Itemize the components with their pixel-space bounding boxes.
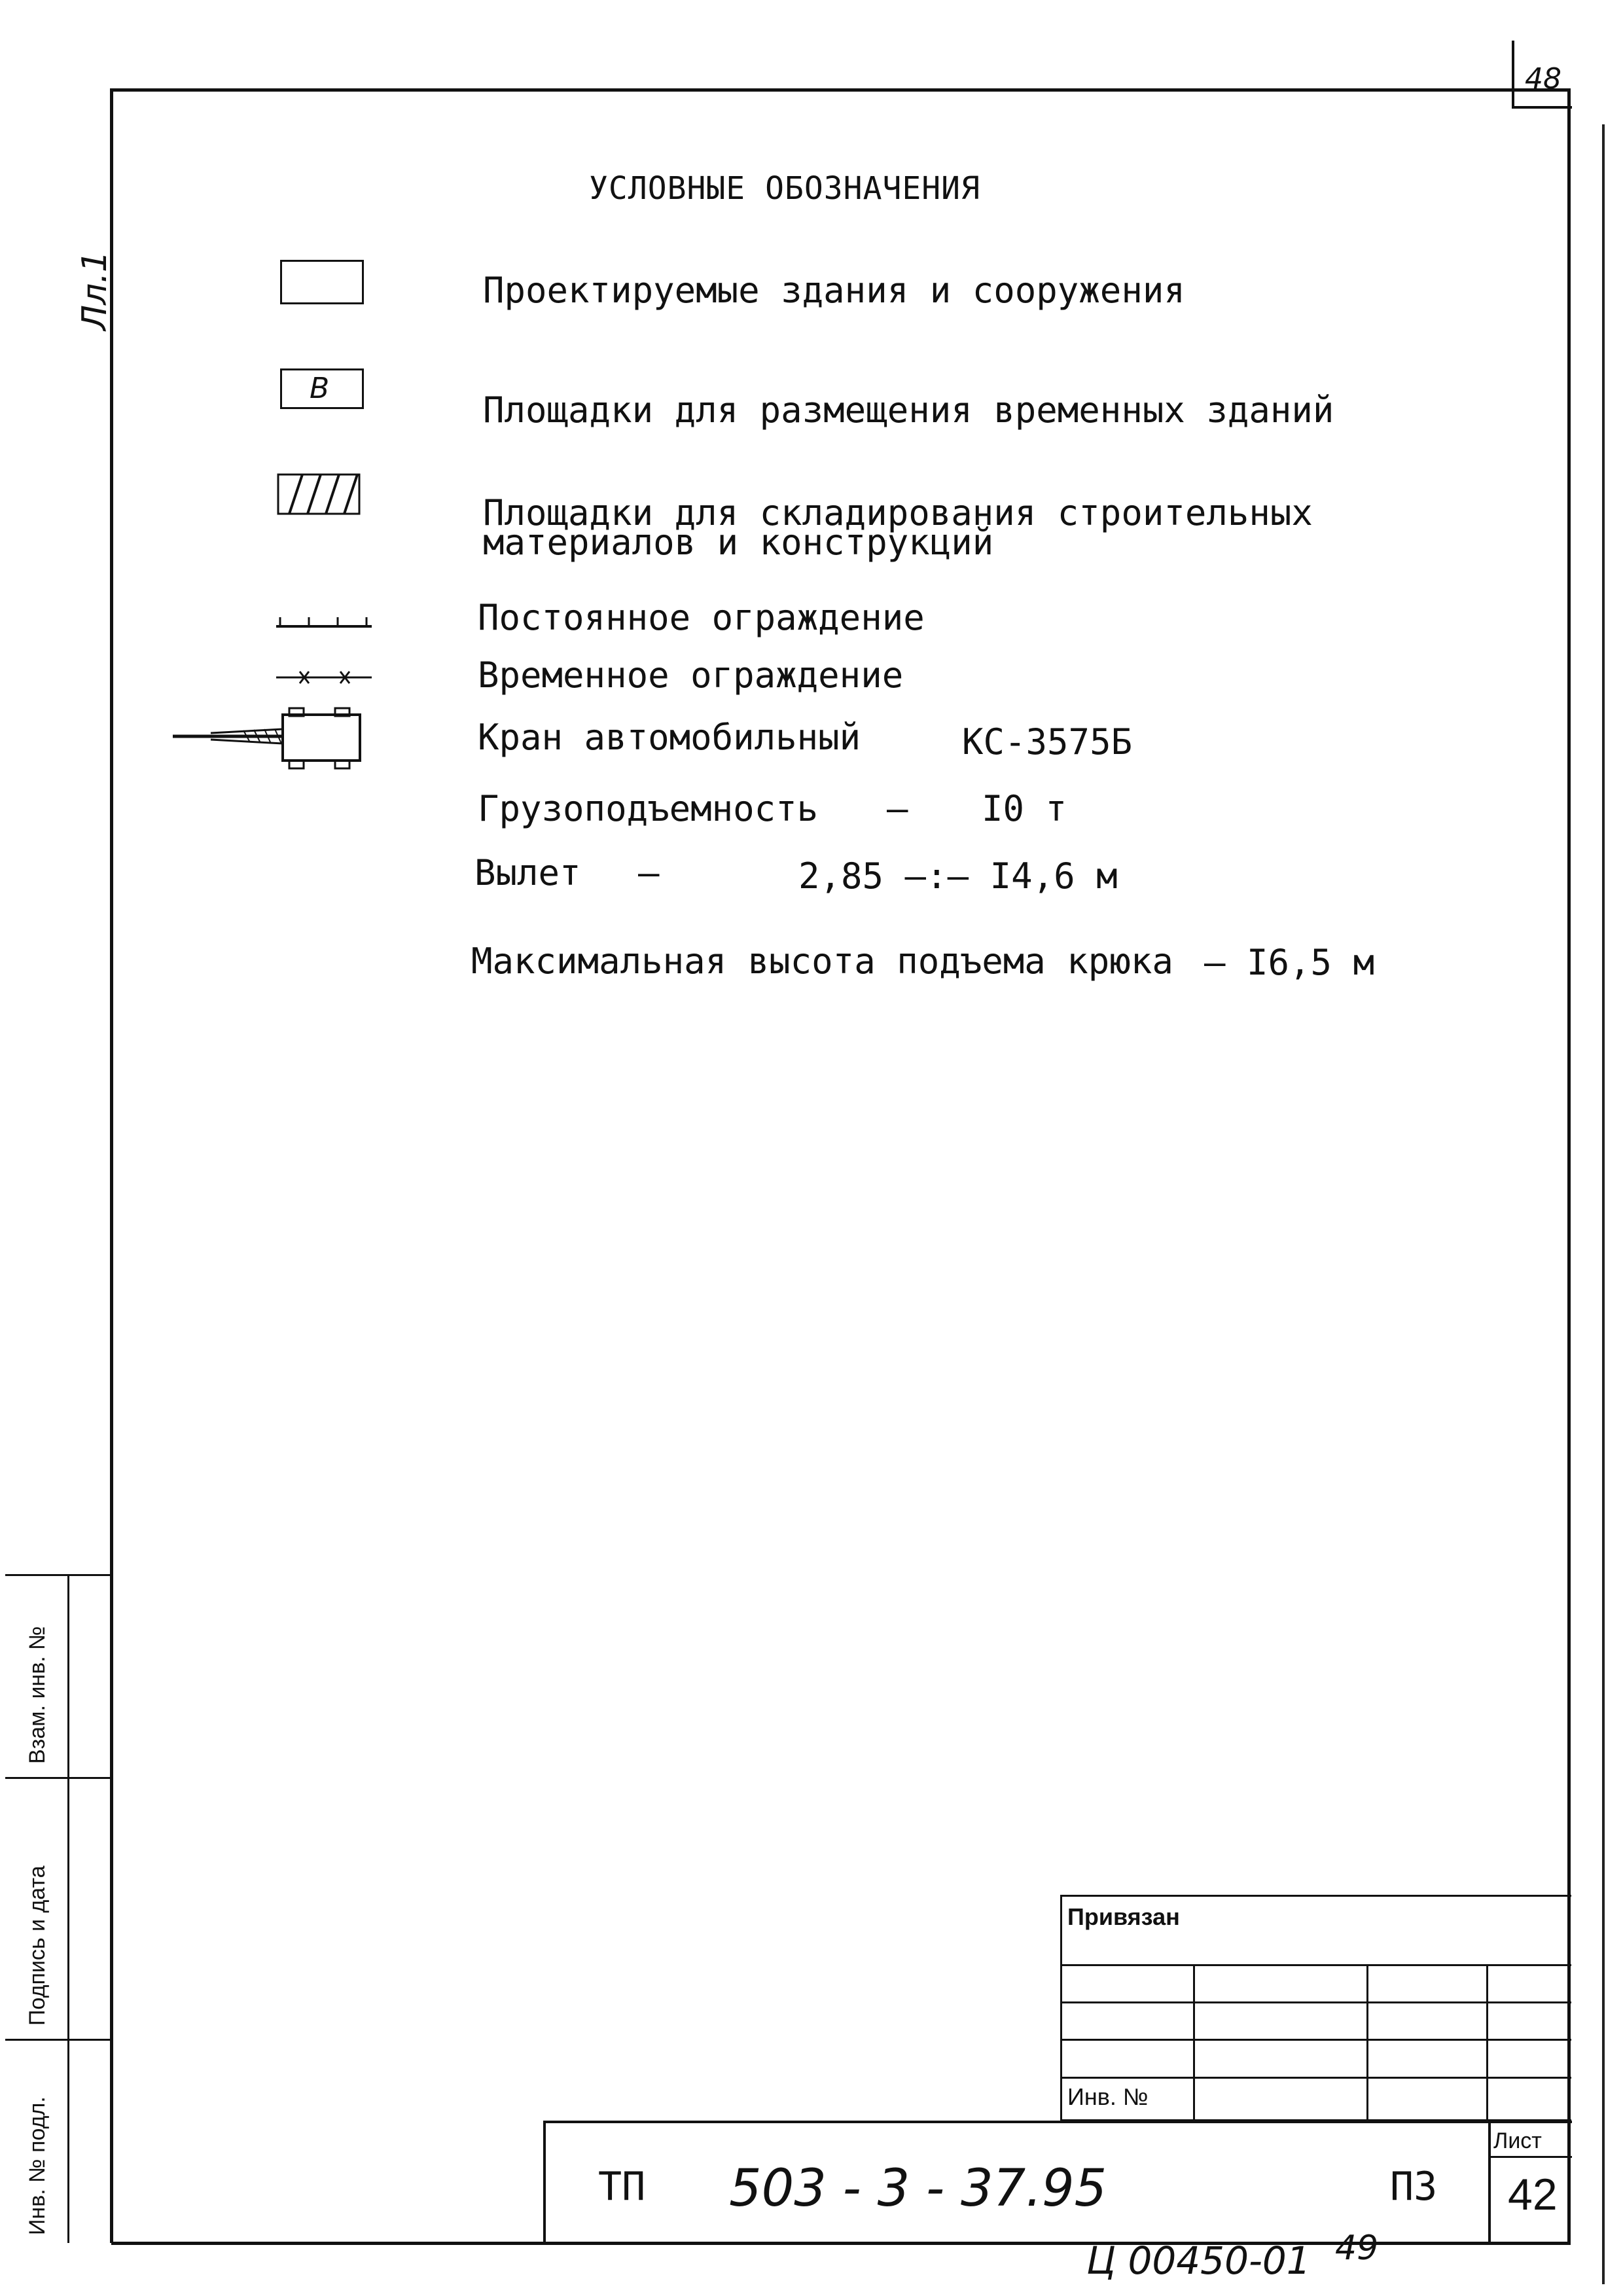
side-strip-divider [5,1777,110,1779]
reach-value: 2,85 –:– I4,6 м [798,855,1118,897]
legend-storage-sites-line1: Площадки для складирования строительных [483,492,1313,533]
title-block-tp: ТП [598,2164,646,2210]
temp-building-symbol-letter: В [310,372,330,405]
archive-sheet: 49 [1335,2229,1379,2268]
legend-temp-building-sites: Площадки для размещения временных зданий [483,389,1334,431]
capacity-value: I0 т [982,788,1067,829]
title-block-sheet-label: Лист [1493,2128,1542,2153]
capacity-label: Грузоподъемность [478,788,819,829]
approval-stamp [1060,1895,1571,2121]
legend-storage-sites-line2: материалов и конструкций [483,522,994,563]
stamp-column [1366,1964,1368,2119]
side-strip [5,1574,110,2243]
stamp-line [1062,1964,1571,1966]
legend-temporary-fence: Временное ограждение [478,655,904,696]
legend-title: УСЛОВНЫЕ ОБОЗНАЧЕНИЯ [589,170,980,207]
stamp-inv-no: Инв. № [1067,2083,1149,2110]
side-strip-inner-line [67,1574,69,2243]
legend-crane-label: Кран автомобильный [478,717,861,758]
sheet-column [1488,2123,1491,2244]
crane-symbol [171,700,368,772]
stamp-privyazan: Привязан [1067,1903,1180,1930]
temporary-fence-symbol [275,668,373,687]
side-strip-divider [5,2039,110,2041]
stamp-column [1193,1964,1195,2119]
legend-permanent-fence: Постоянное ограждение [478,597,925,638]
stamp-line [1062,2039,1571,2041]
hook-height-value: – I6,5 м [1204,942,1375,983]
projected-building-symbol [280,260,364,304]
page-edge-line [1602,124,1605,2284]
hook-height-label: Максимальная высота подъема крюка [471,941,1173,982]
capacity-dash: – [887,788,908,829]
temp-building-site-symbol [280,368,364,409]
side-label-inv-podl: Инв. № подл. [25,2096,50,2235]
frame-left-border [110,88,113,2243]
reach-dash: – [638,852,660,893]
side-strip-divider [5,1574,110,1576]
stamp-line [1062,2001,1571,2003]
reach-label: Вылет [474,852,581,893]
title-block-sheet-number: 42 [1508,2170,1558,2219]
frame-top-border [111,88,1571,92]
storage-site-symbol [276,473,361,516]
legend-crane-model: КС-3575Б [962,721,1133,762]
permanent-fence-symbol [275,612,373,632]
margin-note: Лл.1 [75,251,115,331]
legend-projected-buildings: Проектируемые здания и сооружения [483,270,1185,311]
sheet-divider [1488,2156,1572,2158]
stamp-line [1062,2077,1571,2079]
side-label-vzam-inv: Взам. инв. № [25,1626,50,1764]
title-block [543,2121,1572,2244]
stamp-column [1486,1964,1488,2119]
title-block-section: ПЗ [1390,2164,1438,2210]
side-label-podpis-data: Подпись и дата [25,1865,50,2026]
page-number: 48 [1525,62,1561,96]
archive-code: Ц 00450-01 [1086,2238,1311,2283]
title-block-doc-number: 503 - 3 - 37.95 [729,2159,1107,2218]
